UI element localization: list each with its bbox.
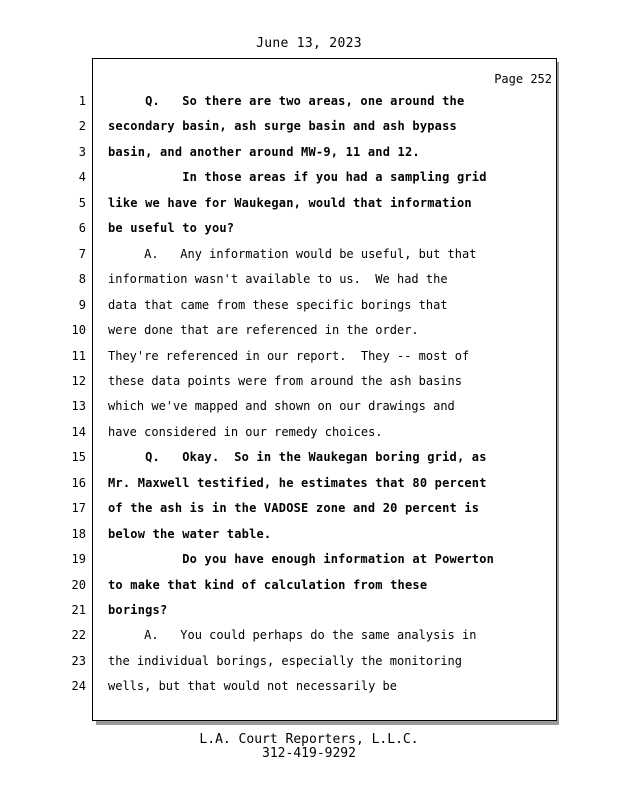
line-text: which we've mapped and shown on our drawings and [108, 399, 455, 413]
footer [0, 733, 618, 761]
reporter-phone: 312-419-9292 [262, 746, 356, 761]
line-text: have considered in our remedy choices. [108, 425, 383, 439]
line-number: 20 [71, 578, 86, 592]
line-number: 8 [78, 272, 86, 286]
line-text: A. Any information would be useful, but that [108, 247, 477, 261]
line-number: 12 [71, 374, 86, 388]
transcript-date: June 13, 2023 [256, 36, 362, 51]
line-text: Q. So there are two areas, one around the [108, 94, 465, 108]
line-number: 3 [78, 145, 86, 159]
line-number: 19 [71, 552, 86, 566]
line-number: 7 [78, 247, 86, 261]
line-number: 1 [78, 94, 86, 108]
reporter-company: L.A. Court Reporters, L.L.C. [199, 732, 419, 747]
line-number: 15 [71, 450, 86, 464]
line-text: They're referenced in our report. They -- most of [108, 349, 470, 363]
line-text: Mr. Maxwell testified, he estimates that 80 percent [108, 476, 487, 490]
line-text: Q. Okay. So in the Waukegan boring grid, as [108, 450, 487, 464]
line-number: 16 [71, 476, 86, 490]
line-number: 9 [78, 298, 86, 312]
line-number: 17 [71, 501, 86, 515]
line-number: 5 [78, 196, 86, 210]
line-text: In those areas if you had a sampling grid [108, 170, 487, 184]
line-number: 21 [71, 603, 86, 617]
line-number: 13 [71, 399, 86, 413]
line-text: wells, but that would not necessarily be [108, 679, 397, 693]
page-number: Page 252 [494, 72, 552, 86]
line-text: be useful to you? [108, 221, 235, 235]
line-text: A. You could perhaps do the same analysis in [108, 628, 477, 642]
line-number: 23 [71, 654, 86, 668]
line-text: secondary basin, ash surge basin and ash bypass [108, 119, 457, 133]
line-text: data that came from these specific borings that [108, 298, 448, 312]
line-text: these data points were from around the ash basins [108, 374, 463, 388]
line-text: like we have for Waukegan, would that information [108, 196, 472, 210]
line-text: the individual borings, especially the monitoring [108, 654, 463, 668]
line-number: 14 [71, 425, 86, 439]
line-number: 24 [71, 679, 86, 693]
line-number: 10 [71, 323, 86, 337]
line-text: were done that are referenced in the order. [108, 323, 419, 337]
line-number: 11 [71, 349, 86, 363]
line-number: 4 [78, 170, 86, 184]
line-text: to make that kind of calculation from these [108, 578, 428, 592]
line-text: below the water table. [108, 527, 272, 541]
line-number: 6 [78, 221, 86, 235]
line-number: 22 [71, 628, 86, 642]
line-text: information wasn't available to us. We had the [108, 272, 448, 286]
line-text: borings? [108, 603, 168, 617]
line-text: Do you have enough information at Powerton [108, 552, 495, 566]
line-text: of the ash is in the VADOSE zone and 20 percent is [108, 501, 480, 515]
line-text: basin, and another around MW-9, 11 and 12. [108, 145, 420, 159]
line-number: 2 [78, 119, 86, 133]
line-number: 18 [71, 527, 86, 541]
